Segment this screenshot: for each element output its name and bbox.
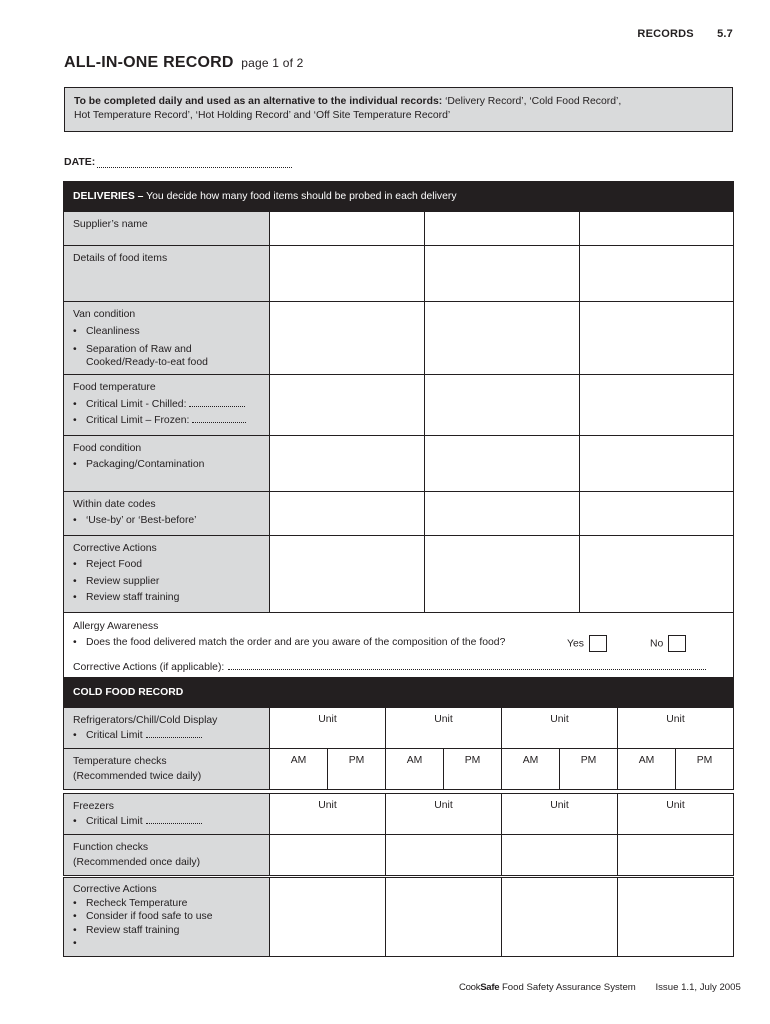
row-label-van-condition [64, 302, 270, 375]
input-cell[interactable] [502, 878, 618, 957]
pm-label: PM [580, 755, 597, 766]
footer-issue: Issue 1.1, July 2005 [655, 982, 741, 993]
unit-label: Unit [666, 800, 685, 811]
input-cell[interactable] [618, 878, 734, 957]
input-cell[interactable] [270, 302, 425, 375]
label-text: Within date codes [73, 498, 156, 510]
am-label: AM [522, 755, 539, 766]
input-cell[interactable] [386, 835, 502, 876]
bullet-item: • Critical Limit - Chilled: [73, 399, 186, 410]
input-cell[interactable] [270, 246, 425, 302]
label-text: Food condition [73, 442, 142, 454]
input-cell[interactable] [425, 246, 580, 302]
input-cell[interactable] [425, 491, 580, 535]
input-cell[interactable] [425, 302, 580, 375]
input-cell[interactable] [270, 535, 425, 612]
unit-label: Unit [550, 714, 569, 725]
allergy-question: • Does the food delivered match the order and are you aware of the composition of the food? [73, 635, 724, 652]
input-cell[interactable] [425, 212, 580, 246]
label-text: Refrigerators/Chill/Cold Display [73, 715, 218, 726]
unit-cell[interactable] [270, 794, 386, 835]
pm-label: PM [348, 755, 365, 766]
no-checkbox[interactable] [668, 635, 686, 652]
intro-rest: ‘Delivery Record’, ‘Cold Food Record’, [442, 96, 622, 107]
bullet-critical [73, 814, 260, 829]
page-footer [459, 982, 741, 993]
pm-label: PM [696, 755, 713, 766]
am-label: AM [406, 755, 423, 766]
pm-cell[interactable] [444, 749, 502, 790]
bullet-item: • Critical Limit [73, 730, 143, 741]
date-label: DATE: [64, 156, 96, 168]
frozen-limit-line[interactable] [192, 414, 246, 423]
bullet-item: • Review staff training [73, 590, 260, 607]
unit-cell[interactable] [386, 708, 502, 749]
row-label-details [64, 246, 270, 302]
label-text: Details of food items [73, 253, 168, 264]
unit-label: Unit [434, 714, 453, 725]
pm-cell[interactable] [560, 749, 618, 790]
label-text: Food temperature [73, 382, 156, 393]
label-text: Corrective Actions [73, 542, 157, 554]
unit-label: Unit [318, 714, 337, 725]
intro-box [64, 87, 733, 132]
input-cell[interactable] [580, 491, 734, 535]
unit-label: Unit [666, 714, 685, 725]
deliveries-heading-bold: DELIVERIES – [73, 191, 144, 202]
row-label-fridges [64, 708, 270, 749]
label-text: Temperature checks [73, 756, 167, 767]
row-label-cold-corrective [64, 878, 270, 957]
row-label-function-checks [64, 835, 270, 876]
freezers-table [63, 793, 734, 876]
am-cell[interactable] [618, 749, 676, 790]
bullet-item: • Review supplier [73, 574, 260, 591]
bullet-item: • Recheck Temperature [73, 897, 260, 911]
input-cell[interactable] [580, 535, 734, 612]
cold-food-table [63, 677, 734, 790]
brand-safe: Safe [480, 982, 500, 993]
label-text: Freezers [73, 801, 114, 812]
row-label-freezers [64, 794, 270, 835]
input-cell[interactable] [386, 878, 502, 957]
corrective-applicable-line[interactable] [228, 660, 706, 670]
bullet-item: • Packaging/Contamination [73, 457, 260, 474]
cold-food-heading-text: COLD FOOD RECORD [73, 687, 184, 698]
input-cell[interactable] [580, 375, 734, 436]
input-cell[interactable] [270, 435, 425, 491]
row-label-date-codes [64, 491, 270, 535]
deliveries-table [63, 181, 734, 686]
label-note: (Recommended once daily) [73, 857, 201, 868]
row-label-supplier [64, 212, 270, 246]
bullet-critical [73, 728, 260, 743]
critical-limit-line[interactable] [146, 729, 202, 738]
input-cell[interactable] [580, 246, 734, 302]
input-cell[interactable] [425, 435, 580, 491]
label-text: Van condition [73, 309, 136, 320]
brand-cook: Cook [459, 982, 481, 993]
row-label-corrective-actions [64, 535, 270, 612]
bullet-item: • Review staff training [73, 924, 260, 938]
yes-label: Yes [567, 637, 584, 649]
row-label-food-temperature [64, 375, 270, 436]
am-label: AM [638, 755, 655, 766]
yes-checkbox[interactable] [589, 635, 607, 652]
am-cell[interactable] [386, 749, 444, 790]
bullet-item: • Cleanliness [73, 324, 260, 341]
unit-cell[interactable] [502, 708, 618, 749]
pm-cell[interactable] [676, 749, 734, 790]
input-cell[interactable] [270, 878, 386, 957]
input-cell[interactable] [425, 375, 580, 436]
unit-cell[interactable] [618, 794, 734, 835]
date-field[interactable] [64, 156, 292, 168]
label-text: Corrective Actions [73, 884, 157, 895]
input-cell[interactable] [580, 212, 734, 246]
am-cell[interactable] [502, 749, 560, 790]
chilled-limit-line[interactable] [189, 398, 245, 407]
input-cell[interactable] [502, 835, 618, 876]
am-cell[interactable] [270, 749, 328, 790]
unit-label: Unit [550, 800, 569, 811]
pm-cell[interactable] [328, 749, 386, 790]
pm-label: PM [464, 755, 481, 766]
allergy-section [64, 612, 734, 685]
footer-system: Food Safety Assurance System [499, 982, 636, 993]
corrective-applicable-row [73, 660, 724, 677]
section-label: RECORDS [637, 28, 694, 40]
bullet-item-empty [73, 937, 260, 951]
bullet-item: • Separation of Raw and [73, 340, 260, 356]
bullet-item: • Reject Food [73, 557, 260, 574]
unit-cell[interactable] [270, 708, 386, 749]
deliveries-heading [64, 182, 734, 212]
bullet-item: • Critical Limit [73, 816, 143, 827]
label-text: Function checks [73, 842, 149, 853]
brand-logo [459, 982, 499, 993]
row-label-temperature-checks [64, 749, 270, 790]
deliveries-heading-rest: You decide how many food items should be probed in each delivery [143, 191, 457, 202]
bullet-item: • Consider if food safe to use [73, 910, 260, 924]
row-label-food-condition [64, 435, 270, 491]
input-cell[interactable] [580, 302, 734, 375]
label-note: (Recommended twice daily) [73, 771, 202, 782]
bullet-item: • Critical Limit – Frozen: [73, 415, 189, 426]
no-option[interactable] [650, 635, 686, 653]
page-title [64, 54, 304, 72]
input-cell[interactable] [425, 535, 580, 612]
unit-label: Unit [318, 800, 337, 811]
title-main: ALL-IN-ONE RECORD [64, 54, 234, 71]
bullet-frozen [73, 413, 260, 430]
section-number: 5.7 [717, 28, 733, 40]
critical-limit-line[interactable] [146, 815, 202, 824]
unit-cell[interactable] [386, 794, 502, 835]
input-cell[interactable] [618, 835, 734, 876]
input-cell[interactable] [270, 212, 425, 246]
no-label: No [650, 637, 664, 649]
label-text: Supplier’s name [73, 219, 148, 230]
input-cell[interactable] [580, 435, 734, 491]
title-page-indicator: page 1 of 2 [241, 56, 304, 70]
bullet-chilled [73, 397, 260, 414]
intro-line2: Hot Temperature Record’, ‘Hot Holding Record’ and ‘Off Site Temperature Record’ [74, 110, 451, 121]
input-cell[interactable] [270, 835, 386, 876]
cold-food-heading [64, 678, 734, 708]
allergy-title: Allergy Awareness [73, 620, 159, 632]
am-label: AM [290, 755, 307, 766]
yes-option[interactable] [567, 635, 607, 653]
page-header [637, 28, 733, 40]
unit-cell[interactable] [502, 794, 618, 835]
cold-corrective-table [63, 877, 734, 957]
input-cell[interactable] [270, 491, 425, 535]
unit-label: Unit [434, 800, 453, 811]
intro-bold: To be completed daily and used as an alternative to the individual records: [74, 96, 443, 107]
bullet-item: • ‘Use-by’ or ‘Best-before’ [73, 513, 260, 530]
input-cell[interactable] [270, 375, 425, 436]
corrective-applicable-label: Corrective Actions (if applicable): [73, 661, 225, 673]
date-input-line[interactable] [97, 158, 292, 168]
bullet-continuation: Cooked/Ready-to-eat food [86, 357, 208, 368]
unit-cell[interactable] [618, 708, 734, 749]
